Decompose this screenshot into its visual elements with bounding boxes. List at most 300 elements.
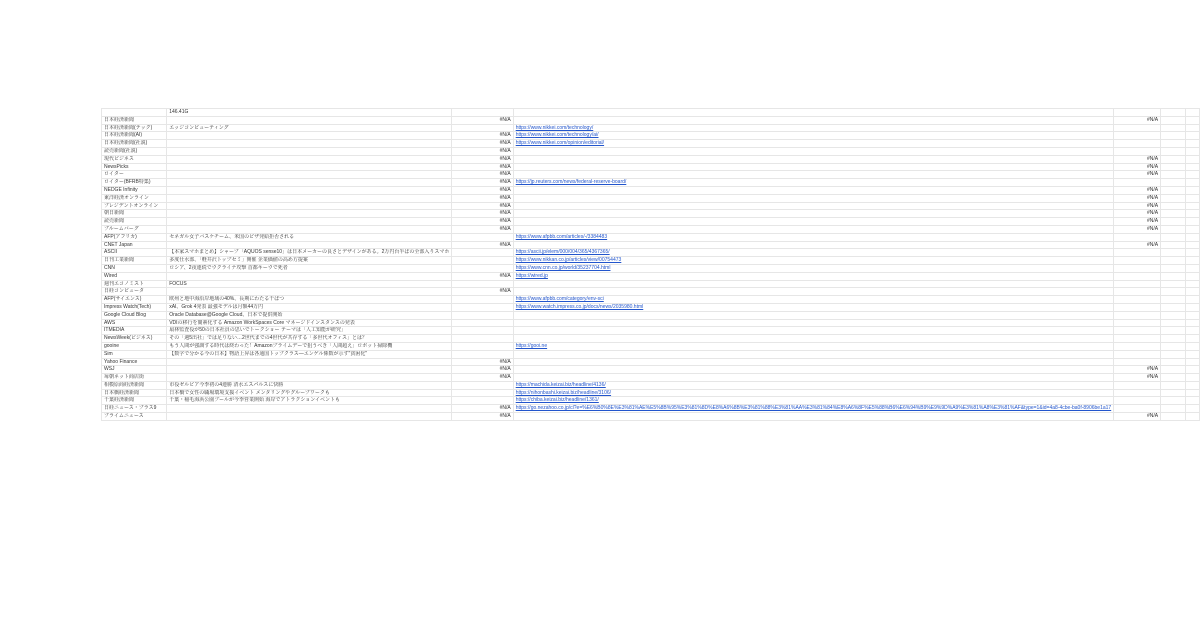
title-cell[interactable]: 扇林監査役が50の日本社員の思いでトークショー テーマは「人工知能が研究」	[167, 327, 452, 335]
empty-cell[interactable]	[1161, 342, 1186, 350]
table-row	[102, 335, 1200, 343]
source-cell[interactable]: 日本橋経済新聞	[102, 389, 167, 397]
url-link[interactable]: https://machida.keizai.biz/headline/4136/	[513, 381, 1114, 389]
status-cell[interactable]	[1114, 249, 1161, 257]
status-cell[interactable]	[452, 264, 513, 272]
cell[interactable]	[1161, 109, 1186, 117]
url-link[interactable]	[513, 210, 1114, 218]
url-link[interactable]	[513, 202, 1114, 210]
empty-cell[interactable]	[1185, 381, 1199, 389]
empty-cell[interactable]	[1185, 272, 1199, 280]
url-link[interactable]: https://www.afpbb.com/category/env-sci	[513, 296, 1114, 304]
status-cell[interactable]	[1114, 335, 1161, 343]
source-cell[interactable]: 相模原商経済新聞	[102, 381, 167, 389]
empty-cell[interactable]	[1161, 381, 1186, 389]
url-link[interactable]	[513, 218, 1114, 226]
empty-cell[interactable]	[1185, 413, 1199, 421]
status-cell[interactable]: #N/A	[452, 225, 513, 233]
empty-cell[interactable]	[1185, 257, 1199, 265]
title-cell[interactable]: VDIの移行を簡素化する Amazon WorkSpaces Core マネージドインスタンスの発表	[167, 319, 452, 327]
status-cell[interactable]	[1114, 405, 1161, 413]
status-cell[interactable]: #N/A	[452, 132, 513, 140]
status-cell[interactable]	[1114, 381, 1161, 389]
table-row	[102, 311, 1200, 319]
empty-cell[interactable]	[1161, 147, 1186, 155]
status-cell[interactable]	[1114, 303, 1161, 311]
title-cell[interactable]: xAI、Grok 4発表 最強モデルは月額44万円	[167, 303, 452, 311]
status-cell[interactable]: #N/A	[452, 116, 513, 124]
status-cell[interactable]	[452, 381, 513, 389]
empty-cell[interactable]	[1161, 366, 1186, 374]
url-link[interactable]: https://nihonbashi.keizai.biz/headline/3106/	[513, 389, 1114, 397]
source-cell[interactable]: NewsPicks	[102, 163, 167, 171]
title-cell[interactable]: Oracle Database@Google Cloud、日本で提供開始	[167, 311, 452, 319]
source-cell[interactable]: 日本経済新聞	[102, 116, 167, 124]
source-cell[interactable]: Wired	[102, 272, 167, 280]
empty-cell[interactable]	[1161, 280, 1186, 288]
table-row	[102, 147, 1200, 155]
title-cell[interactable]: その「週5出社」では足りない…2世代までの4世代が共存する「多世代オフィス」とは？	[167, 335, 452, 343]
status-cell[interactable]: #N/A	[452, 186, 513, 194]
empty-cell[interactable]	[1161, 241, 1186, 249]
empty-cell[interactable]	[1185, 140, 1199, 148]
source-cell[interactable]: Impress Watch(Tech)	[102, 303, 167, 311]
status-cell[interactable]: #N/A	[1114, 225, 1161, 233]
status-cell[interactable]: #N/A	[452, 405, 513, 413]
url-link[interactable]	[513, 171, 1114, 179]
status-cell[interactable]: #N/A	[452, 413, 513, 421]
table-row	[102, 171, 1200, 179]
url-link[interactable]	[513, 413, 1114, 421]
url-link[interactable]	[513, 374, 1114, 382]
status-cell[interactable]	[452, 397, 513, 405]
title-cell[interactable]	[167, 366, 452, 374]
status-cell[interactable]	[452, 249, 513, 257]
url-link[interactable]	[513, 311, 1114, 319]
status-cell[interactable]: #N/A	[452, 140, 513, 148]
cell[interactable]	[1114, 109, 1161, 117]
status-cell[interactable]	[452, 389, 513, 397]
empty-cell[interactable]	[1185, 366, 1199, 374]
status-cell[interactable]: #N/A	[452, 163, 513, 171]
url-link[interactable]: https://chiba.keizai.biz/headline/1361/	[513, 397, 1114, 405]
status-cell[interactable]	[1114, 319, 1161, 327]
title-cell[interactable]: 市役ゼルビア今季初の4連勝 清水エスパルスに快勝	[167, 381, 452, 389]
empty-cell[interactable]	[1161, 264, 1186, 272]
empty-cell[interactable]	[1161, 397, 1186, 405]
url-link[interactable]	[513, 194, 1114, 202]
empty-cell[interactable]	[1161, 218, 1186, 226]
empty-cell[interactable]	[1161, 405, 1186, 413]
header-row	[102, 109, 1200, 117]
source-cell[interactable]: 日経コンピュータ	[102, 288, 167, 296]
status-cell[interactable]	[1114, 233, 1161, 241]
empty-cell[interactable]	[1161, 202, 1186, 210]
empty-cell[interactable]	[1185, 171, 1199, 179]
empty-cell[interactable]	[1185, 163, 1199, 171]
url-link[interactable]	[513, 155, 1114, 163]
status-cell[interactable]	[452, 311, 513, 319]
title-cell[interactable]	[167, 186, 452, 194]
url-link[interactable]: https://jp.reuters.com/news/federal-reserve-board/	[513, 179, 1114, 187]
table-row	[102, 389, 1200, 397]
source-cell[interactable]: 東洋経済オンライン	[102, 194, 167, 202]
empty-cell[interactable]	[1185, 280, 1199, 288]
status-cell[interactable]	[452, 319, 513, 327]
empty-cell[interactable]	[1185, 116, 1199, 124]
url-link[interactable]	[513, 288, 1114, 296]
empty-cell[interactable]	[1185, 249, 1199, 257]
empty-cell[interactable]	[1185, 358, 1199, 366]
status-cell[interactable]	[1114, 264, 1161, 272]
status-cell[interactable]	[452, 296, 513, 304]
source-cell[interactable]: 千葉経済新聞	[102, 397, 167, 405]
empty-cell[interactable]	[1185, 288, 1199, 296]
url-link[interactable]: https://www.nikkei.com/opinion/editorial/	[513, 140, 1114, 148]
status-cell[interactable]: #N/A	[1114, 202, 1161, 210]
status-cell[interactable]: #N/A	[1114, 374, 1161, 382]
status-cell[interactable]	[452, 342, 513, 350]
sheet-body	[102, 109, 1200, 421]
url-link[interactable]: https://www.nikkei.com/technology/	[513, 124, 1114, 132]
url-link[interactable]	[513, 186, 1114, 194]
table-row	[102, 163, 1200, 171]
cell[interactable]	[513, 109, 1114, 117]
empty-cell[interactable]	[1161, 272, 1186, 280]
title-cell[interactable]	[167, 358, 452, 366]
table-row	[102, 264, 1200, 272]
status-cell[interactable]	[1114, 280, 1161, 288]
url-link[interactable]: https://www.nikkan.co.jp/articles/view/00754473	[513, 257, 1114, 265]
url-link[interactable]	[513, 335, 1114, 343]
empty-cell[interactable]	[1161, 288, 1186, 296]
source-cell[interactable]: Sim	[102, 350, 167, 358]
status-cell[interactable]: #N/A	[452, 366, 513, 374]
empty-cell[interactable]	[1161, 249, 1186, 257]
status-cell[interactable]: #N/A	[1114, 366, 1161, 374]
empty-cell[interactable]	[1161, 303, 1186, 311]
empty-cell[interactable]	[1161, 194, 1186, 202]
title-cell[interactable]	[167, 116, 452, 124]
url-link[interactable]	[513, 319, 1114, 327]
empty-cell[interactable]	[1161, 132, 1186, 140]
title-cell[interactable]	[167, 225, 452, 233]
empty-cell[interactable]	[1185, 233, 1199, 241]
empty-cell[interactable]	[1185, 311, 1199, 319]
status-cell[interactable]	[452, 303, 513, 311]
status-cell[interactable]: #N/A	[452, 210, 513, 218]
source-cell[interactable]: プライムニュース	[102, 413, 167, 421]
title-cell[interactable]: 【本家スマホまとめ】シャープ「AQUOS sense10」は日本メーカーの良さとデザインがある。2万円台半ばの全部入りスマホ	[167, 249, 452, 257]
empty-cell[interactable]	[1161, 179, 1186, 187]
status-cell[interactable]: #N/A	[1114, 241, 1161, 249]
source-cell[interactable]: Yahoo Finance	[102, 358, 167, 366]
empty-cell[interactable]	[1185, 202, 1199, 210]
empty-cell[interactable]	[1185, 296, 1199, 304]
status-cell[interactable]: #N/A	[1114, 116, 1161, 124]
status-cell[interactable]: #N/A	[452, 374, 513, 382]
source-cell[interactable]: NEDGE Infinity	[102, 186, 167, 194]
empty-cell[interactable]	[1185, 405, 1199, 413]
url-link[interactable]: https://go.nezahoo.co.jp/cl?e=%E6%B0%8E%E3%81%AE%E5%8B%95%E3%81%8D%E8%A6%8B%E3%81%88%E3%81%AA%E3%81%84%E8%A6%8F%E5%88%B6%E6%94%B9%E9%9D%A9%E3%81%A8%E3%81%AF&type=1&id=4a8-4cbe-ba0f-8906be1a17	[513, 405, 1114, 413]
source-cell[interactable]: 日本経済新聞(テック)	[102, 124, 167, 132]
empty-cell[interactable]	[1161, 413, 1186, 421]
source-cell[interactable]: AWS	[102, 319, 167, 327]
url-link[interactable]	[513, 327, 1114, 335]
status-cell[interactable]	[1114, 140, 1161, 148]
table-row	[102, 116, 1200, 124]
source-cell[interactable]: Google Cloud Blog	[102, 311, 167, 319]
title-cell[interactable]	[167, 413, 452, 421]
status-cell[interactable]	[1114, 288, 1161, 296]
url-link[interactable]	[513, 366, 1114, 374]
empty-cell[interactable]	[1185, 225, 1199, 233]
empty-cell[interactable]	[1161, 257, 1186, 265]
source-cell[interactable]: ブルームバーグ	[102, 225, 167, 233]
empty-cell[interactable]	[1161, 171, 1186, 179]
status-cell[interactable]	[1114, 342, 1161, 350]
status-cell[interactable]: #N/A	[452, 147, 513, 155]
status-cell[interactable]	[452, 327, 513, 335]
title-cell[interactable]	[167, 374, 452, 382]
table-row	[102, 280, 1200, 288]
status-cell[interactable]	[452, 257, 513, 265]
status-cell[interactable]: #N/A	[1114, 163, 1161, 171]
url-link[interactable]: https://wired.jp	[513, 272, 1114, 280]
table-row	[102, 155, 1200, 163]
empty-cell[interactable]	[1185, 186, 1199, 194]
source-cell[interactable]: AFP(サイエンス)	[102, 296, 167, 304]
title-cell[interactable]: 日本橋で女性の職場環境支援イベント メンタリングやグループワークも	[167, 389, 452, 397]
status-cell[interactable]	[1114, 311, 1161, 319]
title-cell[interactable]	[167, 132, 452, 140]
source-cell[interactable]: プレジデントオンライン	[102, 202, 167, 210]
source-cell[interactable]: ITMEDIA	[102, 327, 167, 335]
title-cell[interactable]	[167, 405, 452, 413]
spreadsheet-table	[101, 108, 1200, 421]
empty-cell[interactable]	[1185, 397, 1199, 405]
status-cell[interactable]: #N/A	[452, 241, 513, 249]
status-cell[interactable]	[452, 335, 513, 343]
url-link[interactable]: https://www.nikkei.com/technology/ai/	[513, 132, 1114, 140]
title-cell[interactable]	[167, 218, 452, 226]
status-cell[interactable]: #N/A	[452, 288, 513, 296]
source-cell[interactable]: 現代ビジネス	[102, 155, 167, 163]
url-link[interactable]: https://www.cnn.co.jp/world/35237704.html	[513, 264, 1114, 272]
empty-cell[interactable]	[1161, 350, 1186, 358]
title-cell[interactable]: エッジコンピューティング	[167, 124, 452, 132]
url-link[interactable]	[513, 163, 1114, 171]
empty-cell[interactable]	[1161, 116, 1186, 124]
status-cell[interactable]: #N/A	[452, 218, 513, 226]
source-cell[interactable]: ロイター	[102, 171, 167, 179]
empty-cell[interactable]	[1161, 163, 1186, 171]
table-row	[102, 319, 1200, 327]
empty-cell[interactable]	[1161, 319, 1186, 327]
empty-cell[interactable]	[1161, 210, 1186, 218]
empty-cell[interactable]	[1185, 374, 1199, 382]
status-cell[interactable]: #N/A	[1114, 155, 1161, 163]
url-link[interactable]	[513, 116, 1114, 124]
source-cell[interactable]: 日本経済新聞(AI)	[102, 132, 167, 140]
table-row	[102, 241, 1200, 249]
source-cell[interactable]: 週刊エコノミスト	[102, 280, 167, 288]
empty-cell[interactable]	[1185, 179, 1199, 187]
empty-cell[interactable]	[1161, 225, 1186, 233]
title-cell[interactable]	[167, 147, 452, 155]
url-link[interactable]	[513, 350, 1114, 358]
table-row	[102, 288, 1200, 296]
status-cell[interactable]	[452, 280, 513, 288]
source-cell[interactable]: 読売新聞(社説)	[102, 147, 167, 155]
empty-cell[interactable]	[1185, 335, 1199, 343]
status-cell[interactable]	[1114, 132, 1161, 140]
url-link[interactable]: https://ascii.jp/elem/000/004/365/4367365/	[513, 249, 1114, 257]
status-cell[interactable]	[1114, 179, 1161, 187]
source-cell[interactable]: CNN	[102, 264, 167, 272]
empty-cell[interactable]	[1185, 241, 1199, 249]
source-cell[interactable]: 日経ニュース・プラス9	[102, 405, 167, 413]
title-cell[interactable]	[167, 171, 452, 179]
title-cell[interactable]	[167, 163, 452, 171]
status-cell[interactable]: #N/A	[1114, 413, 1161, 421]
empty-cell[interactable]	[1161, 233, 1186, 241]
source-cell[interactable]: 読売新聞	[102, 218, 167, 226]
status-cell[interactable]	[1114, 257, 1161, 265]
title-cell[interactable]: 【数字で分かる今の日本】物語上昇は各通国トップクラス―エンゲル係数が示す"貧困化"	[167, 350, 452, 358]
status-cell[interactable]: #N/A	[1114, 210, 1161, 218]
title-cell[interactable]	[167, 179, 452, 187]
status-cell[interactable]	[1114, 327, 1161, 335]
empty-cell[interactable]	[1161, 389, 1186, 397]
status-cell[interactable]: #N/A	[1114, 218, 1161, 226]
empty-cell[interactable]	[1185, 194, 1199, 202]
empty-cell[interactable]	[1161, 327, 1186, 335]
status-cell[interactable]: #N/A	[1114, 194, 1161, 202]
cell[interactable]	[102, 109, 167, 117]
cell[interactable]	[1185, 109, 1199, 117]
status-cell[interactable]	[1114, 124, 1161, 132]
status-cell[interactable]: #N/A	[452, 194, 513, 202]
empty-cell[interactable]	[1185, 319, 1199, 327]
empty-cell[interactable]	[1185, 389, 1199, 397]
title-cell[interactable]	[167, 202, 452, 210]
url-link[interactable]	[513, 280, 1114, 288]
source-cell[interactable]: CNET Japan	[102, 241, 167, 249]
empty-cell[interactable]	[1185, 210, 1199, 218]
title-cell[interactable]	[167, 288, 452, 296]
status-cell[interactable]: #N/A	[452, 171, 513, 179]
title-cell[interactable]: FOCUS	[167, 280, 452, 288]
title-cell[interactable]	[167, 194, 452, 202]
status-cell[interactable]	[452, 233, 513, 241]
empty-cell[interactable]	[1185, 218, 1199, 226]
title-cell[interactable]	[167, 155, 452, 163]
status-cell[interactable]	[1114, 272, 1161, 280]
title-cell[interactable]: 多度仕水部、「軽井沢トップセミ」開催 企業価値の高め方提案	[167, 257, 452, 265]
source-cell[interactable]: NewsWeek(ビジネス)	[102, 335, 167, 343]
empty-cell[interactable]	[1185, 147, 1199, 155]
table-row	[102, 249, 1200, 257]
empty-cell[interactable]	[1161, 335, 1186, 343]
empty-cell[interactable]	[1185, 132, 1199, 140]
source-cell[interactable]: 毎朝ネット商店街	[102, 374, 167, 382]
empty-cell[interactable]	[1185, 264, 1199, 272]
empty-cell[interactable]	[1161, 296, 1186, 304]
title-cell[interactable]	[167, 272, 452, 280]
title-cell[interactable]	[167, 210, 452, 218]
source-cell[interactable]: 日本経済新聞(社説)	[102, 140, 167, 148]
title-cell[interactable]: もう人間が強調する時代は終わった！Amazonプライムデーで狙うべき「人間超え」ロボット掃除機	[167, 342, 452, 350]
status-cell[interactable]	[452, 350, 513, 358]
status-cell[interactable]: #N/A	[452, 202, 513, 210]
title-cell[interactable]: 欧州と地中海沿岸地域の40%、長期にわたる干ばつ	[167, 296, 452, 304]
status-cell[interactable]	[1114, 147, 1161, 155]
source-cell[interactable]: gooine	[102, 342, 167, 350]
table-row	[102, 405, 1200, 413]
empty-cell[interactable]	[1161, 186, 1186, 194]
status-cell[interactable]	[1114, 397, 1161, 405]
title-cell[interactable]: ロシア、2夜連続でウクライナ攻撃 首都キーウで死者	[167, 264, 452, 272]
empty-cell[interactable]	[1185, 327, 1199, 335]
source-cell[interactable]: 日刊工業新聞	[102, 257, 167, 265]
url-link[interactable]	[513, 358, 1114, 366]
empty-cell[interactable]	[1185, 303, 1199, 311]
status-cell[interactable]: #N/A	[452, 358, 513, 366]
count-cell[interactable]: 146.41G	[167, 109, 452, 117]
status-cell[interactable]	[1114, 358, 1161, 366]
url-link[interactable]: https://www.afpbb.com/articles/-/3384483	[513, 233, 1114, 241]
empty-cell[interactable]	[1161, 155, 1186, 163]
url-link[interactable]	[513, 147, 1114, 155]
cell[interactable]	[452, 109, 513, 117]
empty-cell[interactable]	[1161, 124, 1186, 132]
empty-cell[interactable]	[1161, 374, 1186, 382]
empty-cell[interactable]	[1185, 350, 1199, 358]
source-cell[interactable]: ロイター(BFRB特集)	[102, 179, 167, 187]
status-cell[interactable]	[1114, 389, 1161, 397]
empty-cell[interactable]	[1161, 140, 1186, 148]
empty-cell[interactable]	[1161, 311, 1186, 319]
source-cell[interactable]: 朝日新聞	[102, 210, 167, 218]
empty-cell[interactable]	[1185, 124, 1199, 132]
url-link[interactable]	[513, 241, 1114, 249]
status-cell[interactable]: #N/A	[452, 155, 513, 163]
empty-cell[interactable]	[1185, 342, 1199, 350]
status-cell[interactable]: #N/A	[1114, 186, 1161, 194]
source-cell[interactable]: AFP(アフリカ)	[102, 233, 167, 241]
status-cell[interactable]: #N/A	[452, 179, 513, 187]
empty-cell[interactable]	[1161, 358, 1186, 366]
table-row	[102, 202, 1200, 210]
source-cell[interactable]: WSJ	[102, 366, 167, 374]
url-link[interactable]	[513, 225, 1114, 233]
status-cell[interactable]	[1114, 350, 1161, 358]
title-cell[interactable]: 千葉・稲毛海浜公園プールが今季営業開始 海岸でアトラクションイベントも	[167, 397, 452, 405]
status-cell[interactable]: #N/A	[452, 272, 513, 280]
title-cell[interactable]	[167, 140, 452, 148]
status-cell[interactable]	[452, 124, 513, 132]
source-cell[interactable]: ASCII	[102, 249, 167, 257]
status-cell[interactable]: #N/A	[1114, 171, 1161, 179]
title-cell[interactable]	[167, 241, 452, 249]
empty-cell[interactable]	[1185, 155, 1199, 163]
title-cell[interactable]: セネガル女子バスケチーム、米国のビザ発給拒否される	[167, 233, 452, 241]
url-link[interactable]: https://www.watch.impress.co.jp/docs/news/2035980.html	[513, 303, 1114, 311]
table-row	[102, 413, 1200, 421]
status-cell[interactable]	[1114, 296, 1161, 304]
url-link[interactable]: https://gooi.ne	[513, 342, 1114, 350]
